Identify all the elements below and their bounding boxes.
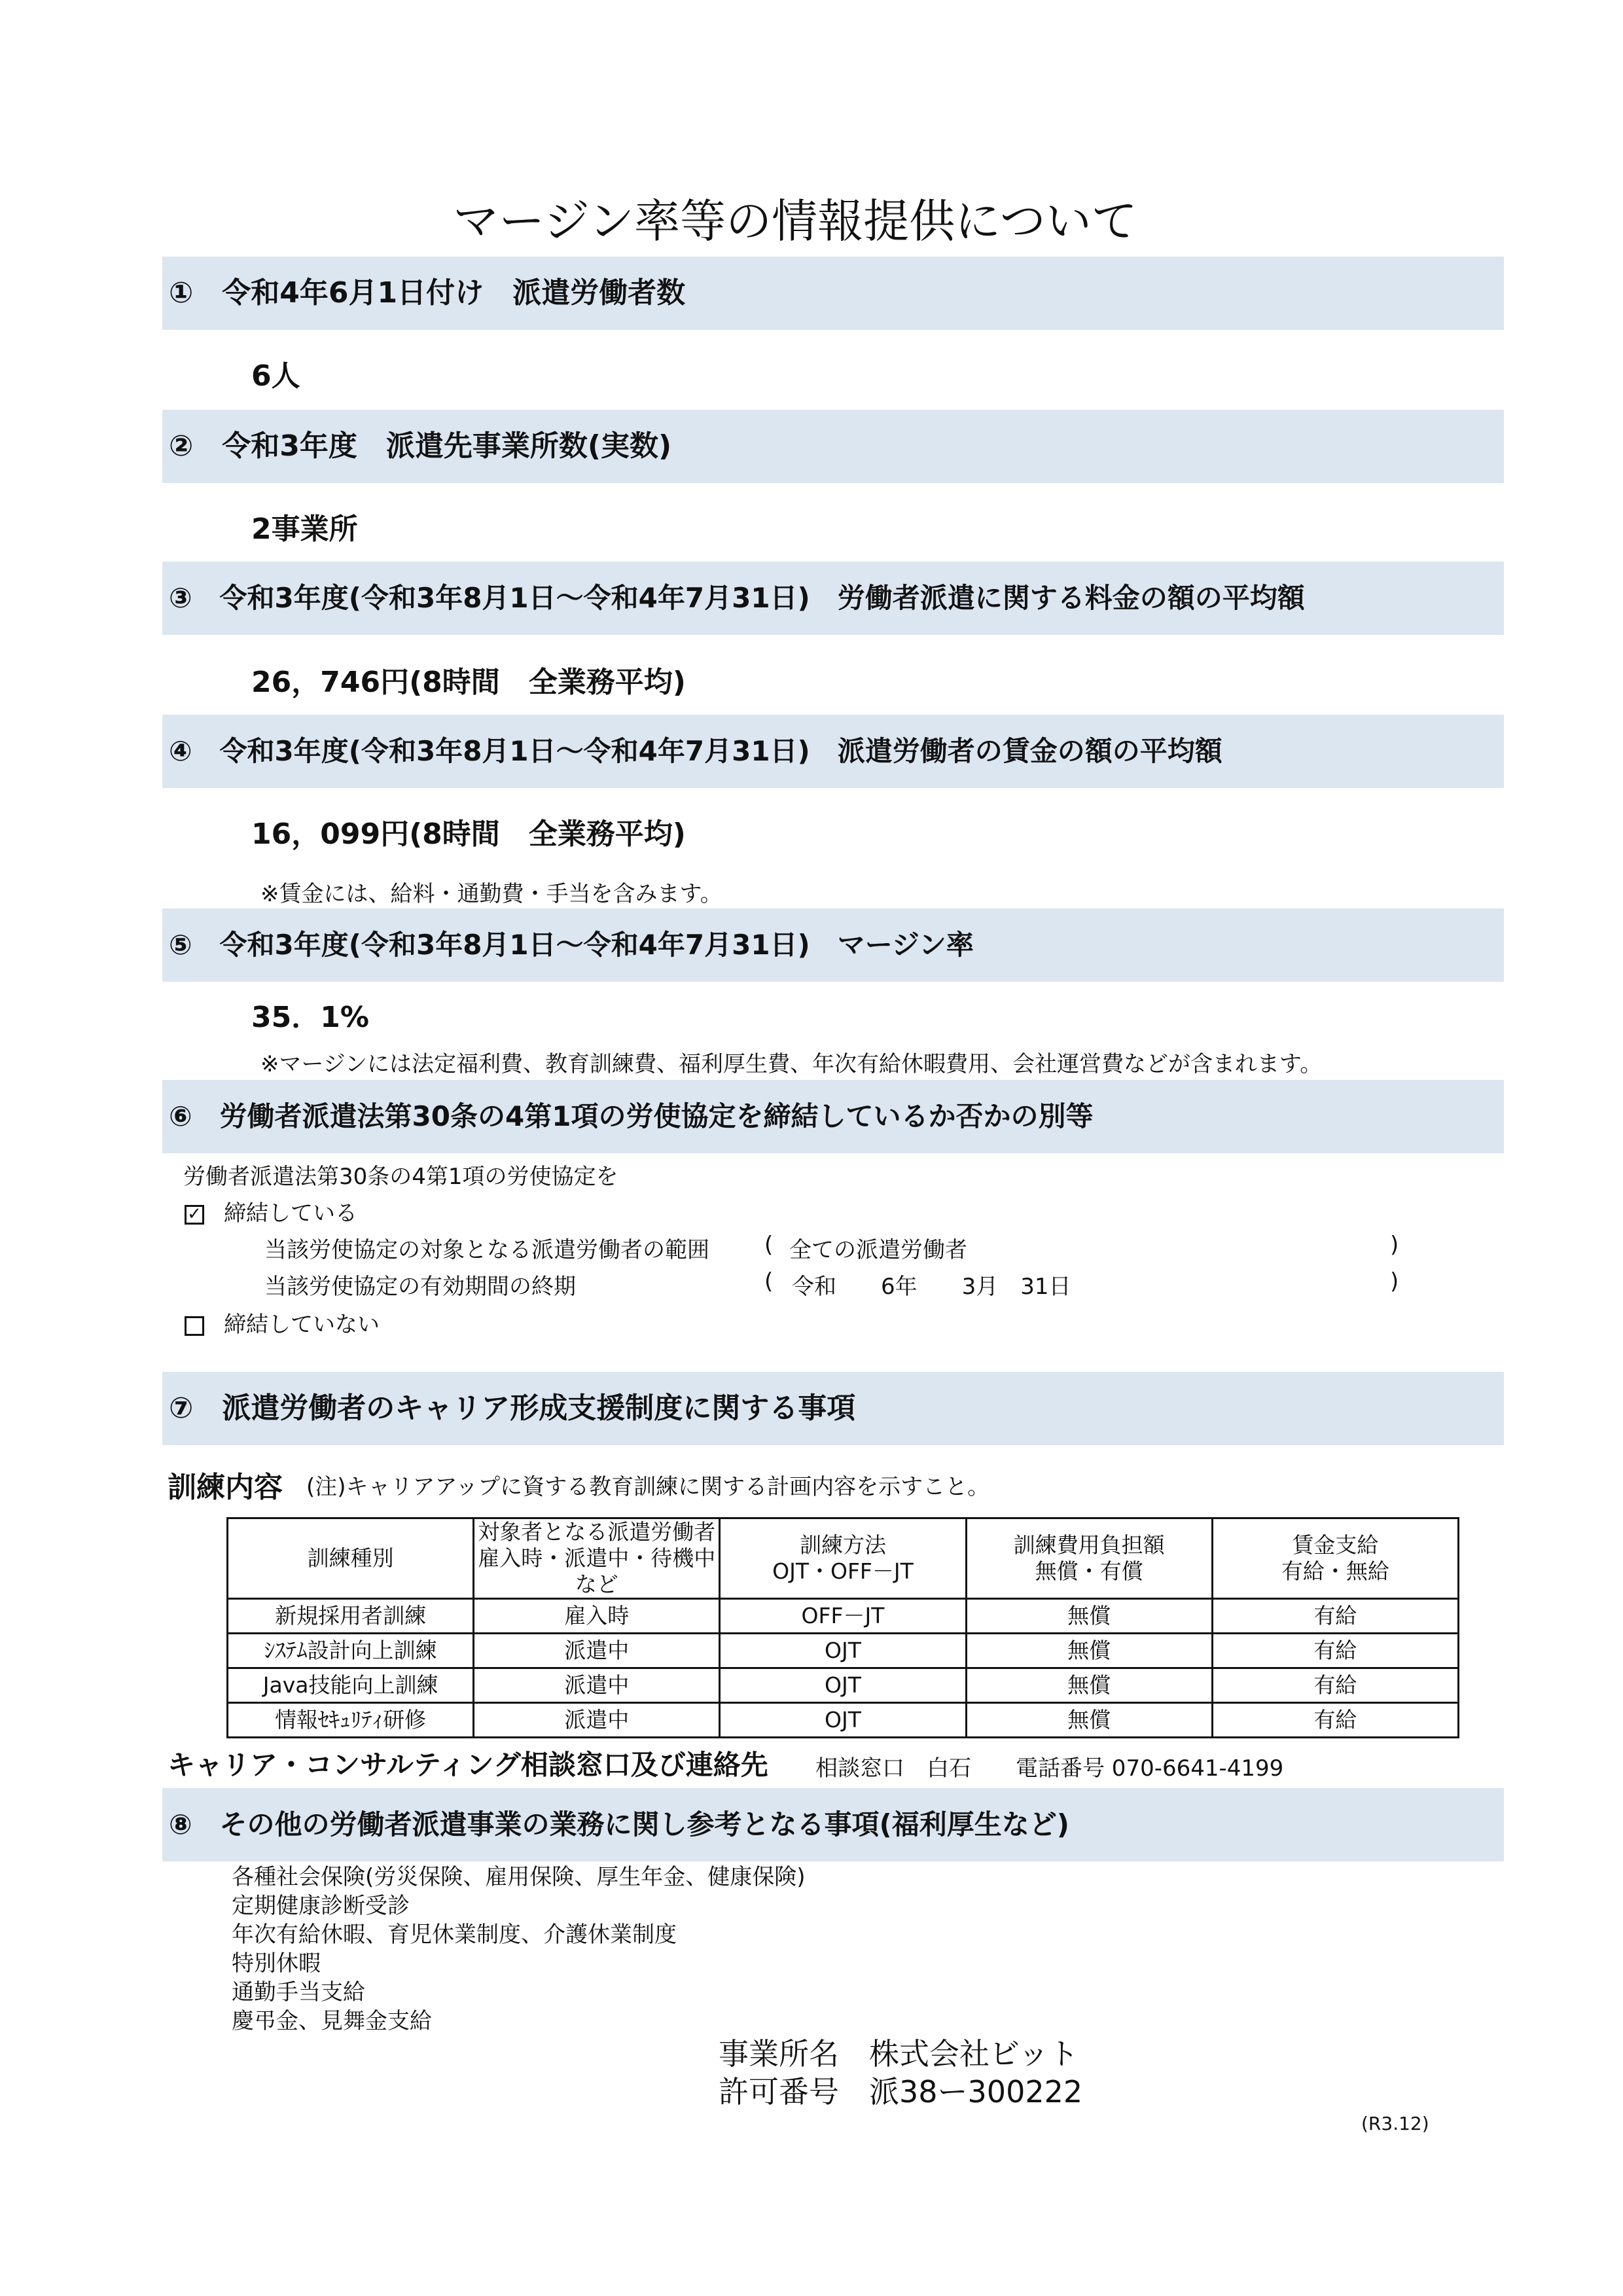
table-cell: ｼｽﾃﾑ設計向上訓練 bbox=[228, 1634, 474, 1668]
table-cell: 派遣中 bbox=[474, 1703, 720, 1738]
scope-label: 当該労使協定の対象となる派遣労働者の範囲 bbox=[264, 1237, 709, 1263]
scope-value: 全ての派遣労働者 bbox=[789, 1237, 967, 1263]
section-1-value: 6人 bbox=[251, 359, 300, 393]
table-cell: OJT bbox=[720, 1634, 966, 1668]
period-close-paren: ) bbox=[1390, 1268, 1399, 1295]
section-8-heading: ⑧ その他の労働者派遣事業の業務に関し参考となる事項(福利厚生など) bbox=[169, 1808, 1069, 1840]
welfare-item: 年次有給休暇、育児休業制度、介護休業制度 bbox=[232, 1922, 677, 1948]
option-yes-label: 締結している bbox=[224, 1200, 357, 1227]
table-cell: Java技能向上訓練 bbox=[228, 1668, 474, 1703]
header-cost: 訓練費用負担額 無償・有償 bbox=[966, 1518, 1212, 1599]
welfare-item: 各種社会保険(労災保険、雇用保険、厚生年金、健康保険) bbox=[232, 1864, 806, 1890]
table-cell: OJT bbox=[720, 1668, 966, 1703]
training-title: 訓練内容 bbox=[168, 1471, 283, 1504]
version-label: (R3.12) bbox=[1361, 2113, 1429, 2134]
table-cell: 無償 bbox=[966, 1634, 1212, 1668]
table-cell: 情報ｾｷｭﾘﾃｨ研修 bbox=[228, 1703, 474, 1738]
table-cell: 有給 bbox=[1212, 1634, 1458, 1668]
agreement-option-yes bbox=[185, 1195, 357, 1227]
table-row bbox=[228, 1703, 1459, 1738]
period-open-paren: ( bbox=[764, 1268, 774, 1295]
section-3-heading: ③ 令和3年度(令和3年8月1日～令和4年7月31日) 労働者派遣に関する料金の額の平均額 bbox=[169, 582, 1305, 614]
section-5-value: 35．1% bbox=[251, 1001, 369, 1034]
table-row bbox=[228, 1634, 1459, 1668]
section-1-heading: ① 令和4年6月1日付け 派遣労働者数 bbox=[169, 276, 686, 310]
header-training-type: 訓練種別 bbox=[228, 1518, 474, 1599]
period-value: 令和 6年 3月 31日 bbox=[792, 1274, 1071, 1300]
section-2-value: 2事業所 bbox=[251, 512, 358, 546]
header-target: 対象者となる派遣労働者 雇入時・派遣中・待機中など bbox=[474, 1518, 720, 1599]
period-label: 当該労使協定の有効期間の終期 bbox=[264, 1274, 576, 1300]
table-cell: 有給 bbox=[1212, 1599, 1458, 1634]
section-4-note: ※賃金には、給料・通勤費・手当を含みます。 bbox=[260, 881, 722, 907]
scope-close-paren: ) bbox=[1390, 1232, 1399, 1258]
table-header-row bbox=[228, 1518, 1459, 1599]
section-7-heading: ⑦ 派遣労働者のキャリア形成支援制度に関する事項 bbox=[169, 1391, 856, 1425]
welfare-item: 通勤手当支給 bbox=[232, 1979, 365, 2005]
section-2-heading: ② 令和3年度 派遣先事業所数(実数) bbox=[169, 429, 672, 463]
welfare-item: 定期健康診断受診 bbox=[232, 1893, 410, 1919]
training-note: (注)キャリアアップに資する教育訓練に関する計画内容を示すこと。 bbox=[306, 1474, 990, 1500]
header-wage: 賃金支給 有給・無給 bbox=[1212, 1518, 1458, 1599]
table-row bbox=[228, 1668, 1459, 1703]
section-4-value: 16，099円(8時間 全業務平均) bbox=[251, 817, 686, 851]
checkbox-empty-icon bbox=[185, 1316, 204, 1336]
table-cell: 有給 bbox=[1212, 1703, 1458, 1738]
license-number: 許可番号 派38ー300222 bbox=[719, 2074, 1083, 2109]
table-row bbox=[228, 1599, 1459, 1634]
table-cell: 雇入時 bbox=[474, 1599, 720, 1634]
option-no-label: 締結していない bbox=[224, 1312, 380, 1338]
welfare-item: 特別休暇 bbox=[232, 1950, 321, 1977]
table-cell: 無償 bbox=[966, 1703, 1212, 1738]
training-table bbox=[226, 1517, 1459, 1738]
table-cell: OFF－JT bbox=[720, 1599, 966, 1634]
section-5-heading: ⑤ 令和3年度(令和3年8月1日～令和4年7月31日) マージン率 bbox=[169, 929, 974, 961]
section-5-note: ※マージンには法定福利費、教育訓練費、福利厚生費、年次有給休暇費用、会社運営費などが含まれます。 bbox=[260, 1051, 1323, 1077]
consult-title: キャリア・コンサルティング相談窓口及び連絡先 bbox=[168, 1749, 768, 1781]
table-cell: 派遣中 bbox=[474, 1668, 720, 1703]
consult-detail: 相談窓口 白石 電話番号 070-6641-4199 bbox=[815, 1755, 1284, 1782]
table-cell: 新規採用者訓練 bbox=[228, 1599, 474, 1634]
section-3-value: 26，746円(8時間 全業務平均) bbox=[251, 666, 686, 699]
scope-open-paren: ( bbox=[764, 1232, 774, 1258]
table-cell: OJT bbox=[720, 1703, 966, 1738]
checkbox-checked-icon: ✓ bbox=[185, 1205, 204, 1225]
welfare-item: 慶弔金、見舞金支給 bbox=[232, 2008, 432, 2034]
office-name: 事業所名 株式会社ビット bbox=[719, 2036, 1079, 2072]
agreement-intro: 労働者派遣法第30条の4第1項の労使協定を bbox=[183, 1164, 618, 1190]
table-cell: 有給 bbox=[1212, 1668, 1458, 1703]
table-cell: 無償 bbox=[966, 1668, 1212, 1703]
agreement-option-no bbox=[185, 1306, 380, 1338]
table-cell: 派遣中 bbox=[474, 1634, 720, 1668]
page-title: マージン率等の情報提供について bbox=[453, 194, 1137, 248]
section-4-heading: ④ 令和3年度(令和3年8月1日～令和4年7月31日) 派遣労働者の賃金の額の平均額 bbox=[169, 735, 1222, 767]
section-6-heading: ⑥ 労働者派遣法第30条の4第1項の労使協定を締結しているか否かの別等 bbox=[169, 1100, 1094, 1132]
header-method: 訓練方法 OJT・OFF－JT bbox=[720, 1518, 966, 1599]
table-cell: 無償 bbox=[966, 1599, 1212, 1634]
